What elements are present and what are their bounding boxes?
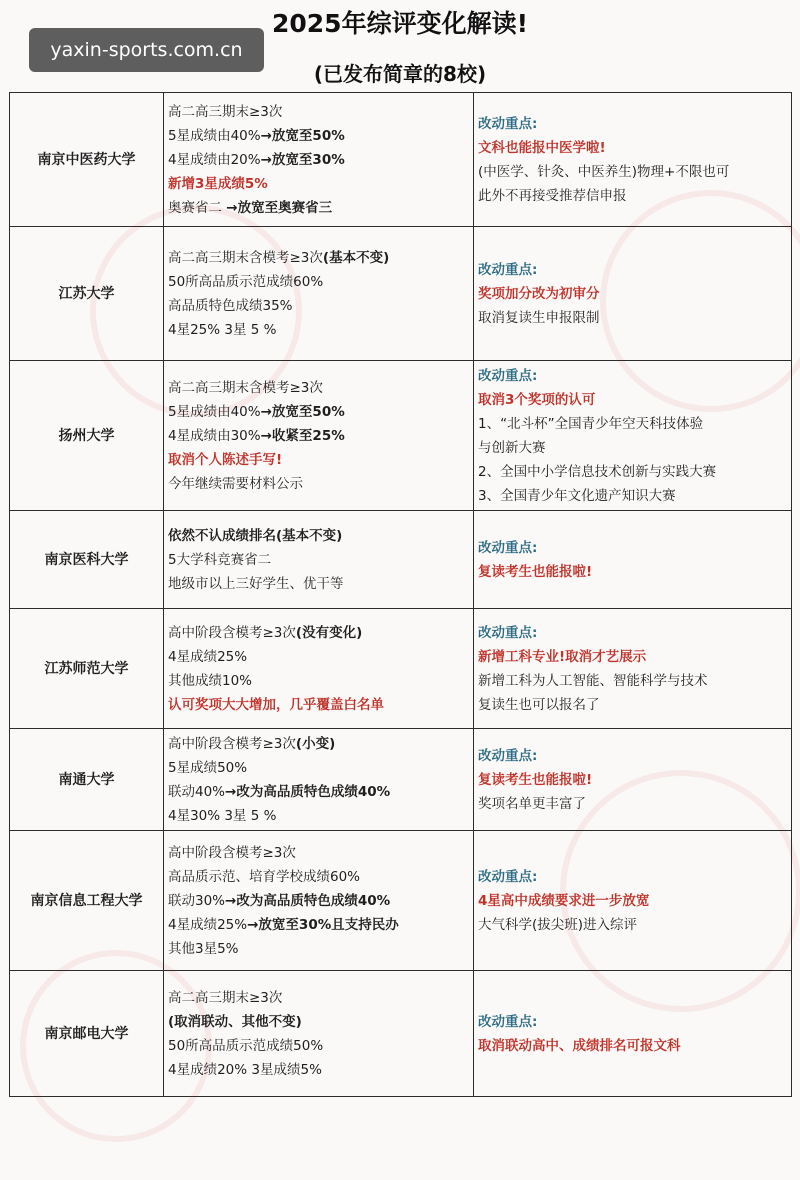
school-name: 江苏大学 [10, 227, 164, 361]
text-segment: 联动40% [168, 783, 226, 800]
rule-line [168, 246, 469, 270]
text-segment: 复读考生也能报啦! [478, 563, 593, 580]
rule-line [168, 780, 469, 804]
text-segment: 1、“北斗杯”全国青少年空天科技体验 [478, 415, 704, 432]
notes-cell [474, 729, 792, 831]
school-name: 南京医科大学 [10, 511, 164, 609]
rule-line [168, 294, 469, 318]
text-segment: 复读生也可以报名了 [478, 696, 600, 713]
text-segment: 3、全国青少年文化遗产知识大赛 [478, 487, 676, 504]
rule-line [168, 732, 469, 756]
text-segment: 改动重点: [478, 367, 538, 384]
text-segment: 5星成绩由40% [168, 127, 261, 144]
rule-line [168, 100, 469, 124]
text-segment: 新增3星成绩5% [168, 175, 268, 192]
note-line [478, 560, 787, 584]
text-segment: 5星成绩50% [168, 759, 248, 776]
notes-cell [474, 609, 792, 729]
rules-cell [164, 93, 474, 227]
rule-line [168, 865, 469, 889]
note-line [478, 865, 787, 889]
text-segment: 改动重点: [478, 261, 538, 278]
text-segment: →改为高品质特色成绩40% [225, 892, 391, 909]
rule-line [168, 645, 469, 669]
note-line [478, 484, 787, 508]
note-line [478, 913, 787, 937]
text-segment: →放宽至50% [260, 127, 345, 144]
table-row [10, 609, 792, 729]
text-segment: 4星成绩由20% [168, 151, 261, 168]
rule-line [168, 913, 469, 937]
text-segment: 依然不认成绩排名(基本不变) [168, 527, 343, 544]
page-subtitle: (已发布简章的8校) [313, 62, 487, 86]
notes-cell [474, 93, 792, 227]
notes-cell [474, 971, 792, 1097]
notes-cell [474, 227, 792, 361]
rule-line [168, 148, 469, 172]
rule-line [168, 318, 469, 342]
text-segment: (基本不变) [322, 249, 390, 266]
text-segment: 奥赛省二 [168, 199, 227, 216]
text-segment: 高品质示范、培育学校成绩60% [168, 868, 361, 885]
rule-line [168, 400, 469, 424]
table-row [10, 227, 792, 361]
text-segment: →放宽至30% [260, 151, 345, 168]
rule-line [168, 841, 469, 865]
note-line [478, 112, 787, 136]
text-segment: 改动重点: [478, 1013, 538, 1030]
rules-cell [164, 511, 474, 609]
note-line [478, 258, 787, 282]
text-segment: 4星高中成绩要求进一步放宽 [478, 892, 650, 909]
text-segment: 4星成绩25% [168, 916, 248, 933]
rules-cell [164, 831, 474, 971]
rule-line [168, 1010, 469, 1034]
text-segment: (中医学、针灸、中医养生)物理+不限也可 [478, 163, 730, 180]
text-segment: 其他成绩10% [168, 672, 253, 689]
table-row [10, 831, 792, 971]
rule-line [168, 1058, 469, 1082]
rules-cell [164, 609, 474, 729]
rule-line [168, 524, 469, 548]
text-segment: 其他3星5% [168, 940, 239, 957]
rule-line [168, 756, 469, 780]
rule-line [168, 1034, 469, 1058]
text-segment: →改为高品质特色成绩40% [225, 783, 391, 800]
rule-line [168, 376, 469, 400]
text-segment: →放宽至30%且支持民办 [247, 916, 399, 933]
text-segment: (没有变化) [295, 624, 363, 641]
text-segment: 高二高三期末含模考≥3次 [168, 379, 323, 396]
text-segment: →放宽至奥赛省三 [226, 199, 333, 216]
text-segment: 50所高品质示范成绩60% [168, 273, 324, 290]
text-segment: 4星30% 3星 5 % [168, 807, 277, 824]
table-row [10, 729, 792, 831]
note-line [478, 460, 787, 484]
text-segment: 文科也能报中医学啦! [478, 139, 606, 156]
table-row [10, 361, 792, 511]
rule-line [168, 889, 469, 913]
text-segment: 2、全国中小学信息技术创新与实践大赛 [478, 463, 717, 480]
note-line [478, 364, 787, 388]
rule-line [168, 548, 469, 572]
note-line [478, 621, 787, 645]
text-segment: 奖项加分改为初审分 [478, 285, 600, 302]
text-segment: 取消3个奖项的认可 [478, 391, 596, 408]
text-segment: 高品质特色成绩35% [168, 297, 293, 314]
rule-line [168, 986, 469, 1010]
text-segment: 4星25% 3星 5 % [168, 321, 277, 338]
table-row [10, 93, 792, 227]
rule-line [168, 693, 469, 717]
text-segment: 4星成绩20% 3星成绩5% [168, 1061, 322, 1078]
text-segment: 此外不再接受推荐信申报 [478, 187, 627, 204]
note-line [478, 282, 787, 306]
rule-line [168, 572, 469, 596]
text-segment: 新增工科专业!取消才艺展示 [478, 648, 647, 665]
text-segment: 高中阶段含模考≥3次 [168, 735, 296, 752]
note-line [478, 136, 787, 160]
rule-line [168, 937, 469, 961]
note-line [478, 645, 787, 669]
note-line [478, 160, 787, 184]
school-name: 南通大学 [10, 729, 164, 831]
table-row [10, 971, 792, 1097]
note-line [478, 744, 787, 768]
text-segment: 与创新大赛 [478, 439, 546, 456]
rule-line [168, 124, 469, 148]
note-line [478, 536, 787, 560]
note-line [478, 1034, 787, 1058]
text-segment: 取消复读生申报限制 [478, 309, 600, 326]
text-segment: 取消联动高中、成绩排名可报文科 [478, 1037, 681, 1054]
text-segment: 大气科学(拔尖班)进入综评 [478, 916, 638, 933]
text-segment: 5大学科竞赛省二 [168, 551, 272, 568]
text-segment: 复读考生也能报啦! [478, 771, 593, 788]
note-line [478, 693, 787, 717]
school-name: 扬州大学 [10, 361, 164, 511]
notes-cell [474, 831, 792, 971]
text-segment: 改动重点: [478, 868, 538, 885]
text-segment: 高二高三期末≥3次 [168, 103, 283, 120]
rules-cell [164, 971, 474, 1097]
note-line [478, 889, 787, 913]
rule-line [168, 621, 469, 645]
rule-line [168, 669, 469, 693]
rule-line [168, 472, 469, 496]
text-segment: 改动重点: [478, 539, 538, 556]
text-segment: 高二高三期末含模考≥3次 [168, 249, 323, 266]
text-segment: (取消联动、其他不变) [168, 1013, 302, 1030]
note-line [478, 1010, 787, 1034]
note-line [478, 768, 787, 792]
note-line [478, 669, 787, 693]
notes-cell [474, 361, 792, 511]
rule-line [168, 270, 469, 294]
text-segment: →收紧至25% [260, 427, 345, 444]
rules-cell [164, 729, 474, 831]
watermark-url: yaxin-sports.com.cn [29, 28, 264, 72]
text-segment: 改动重点: [478, 747, 538, 764]
text-segment: 改动重点: [478, 624, 538, 641]
note-line [478, 306, 787, 330]
rules-cell [164, 361, 474, 511]
rule-line [168, 172, 469, 196]
rule-line [168, 196, 469, 220]
rule-line [168, 804, 469, 828]
rules-cell [164, 227, 474, 361]
text-segment: 改动重点: [478, 115, 538, 132]
text-segment: 今年继续需要材料公示 [168, 475, 303, 492]
text-segment: 50所高品质示范成绩50% [168, 1037, 324, 1054]
text-segment: 新增工科为人工智能、智能科学与技术 [478, 672, 708, 689]
rule-line [168, 448, 469, 472]
text-segment: 高中阶段含模考≥3次 [168, 624, 296, 641]
text-segment: 奖项名单更丰富了 [478, 795, 586, 812]
table-row [10, 511, 792, 609]
school-name: 南京信息工程大学 [10, 831, 164, 971]
text-segment: 地级市以上三好学生、优干等 [168, 575, 344, 592]
page-title: 2025年综评变化解读! [272, 9, 528, 38]
text-segment: 认可奖项大大增加，几乎覆盖白名单 [168, 696, 384, 713]
note-line [478, 412, 787, 436]
notes-cell [474, 511, 792, 609]
school-name: 南京邮电大学 [10, 971, 164, 1097]
note-line [478, 792, 787, 816]
school-name: 南京中医药大学 [10, 93, 164, 227]
school-name: 江苏师范大学 [10, 609, 164, 729]
text-segment: 4星成绩25% [168, 648, 248, 665]
text-segment: →放宽至50% [260, 403, 345, 420]
note-line [478, 388, 787, 412]
rule-line [168, 424, 469, 448]
text-segment: 联动30% [168, 892, 226, 909]
text-segment: (小变) [295, 735, 336, 752]
text-segment: 高中阶段含模考≥3次 [168, 844, 296, 861]
text-segment: 取消个人陈述手写! [168, 451, 283, 468]
admission-changes-table [9, 92, 792, 1097]
text-segment: 5星成绩由40% [168, 403, 261, 420]
note-line [478, 184, 787, 208]
text-segment: 高二高三期末≥3次 [168, 989, 283, 1006]
text-segment: 4星成绩由30% [168, 427, 261, 444]
note-line [478, 436, 787, 460]
